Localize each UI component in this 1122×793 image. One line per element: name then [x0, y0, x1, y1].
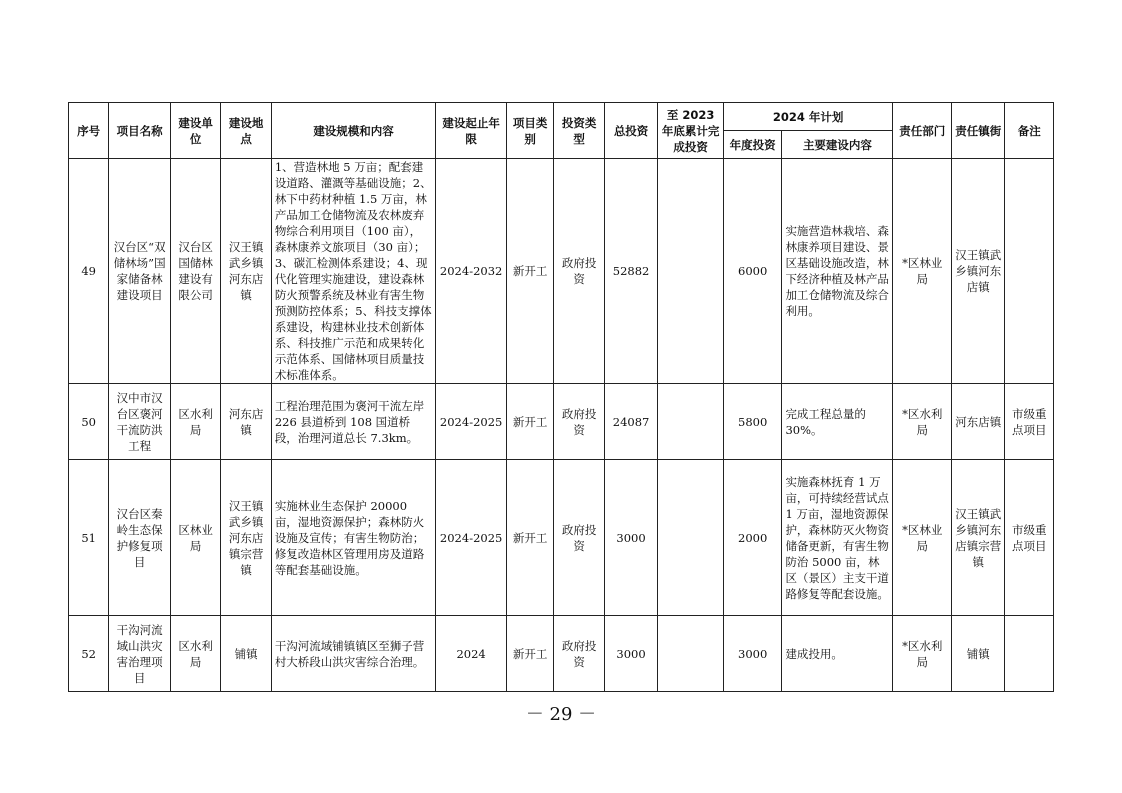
cell-period: 2024-2032: [436, 159, 507, 384]
cell-dept: *区林业局: [893, 159, 952, 384]
header-name: 项目名称: [109, 103, 171, 159]
header-seq: 序号: [69, 103, 109, 159]
header-remark: 备注: [1005, 103, 1054, 159]
table-row: [69, 384, 1054, 460]
header-unit: 建设单位: [170, 103, 220, 159]
cell-unit: 区水利局: [170, 616, 220, 692]
cell-scale: 干沟河流域铺镇镇区至狮子营村大桥段山洪灾害综合治理。: [271, 616, 436, 692]
cell-total: 52882: [604, 159, 657, 384]
cell-main-content: 实施营造林栽培、森林康养项目建设、景区基础设施改造，林下经济种植及林产品加工仓储物流及综合利用。: [782, 159, 893, 384]
cell-main-content: 完成工程总量的30%。: [782, 384, 893, 460]
cell-location: 铺镇: [221, 616, 271, 692]
cell-annual: 2000: [723, 460, 782, 616]
cell-remark: 市级重点项目: [1005, 460, 1054, 616]
cell-location: 河东店镇: [221, 384, 271, 460]
table-row: [69, 460, 1054, 616]
project-table: [68, 102, 1054, 692]
header-category: 项目类别: [506, 103, 553, 159]
cell-total: 24087: [604, 384, 657, 460]
cell-dept: *区水利局: [893, 616, 952, 692]
cell-annual: 3000: [723, 616, 782, 692]
header-location: 建设地点: [221, 103, 271, 159]
table-row: [69, 159, 1054, 384]
cell-cumulative: [658, 460, 724, 616]
cell-unit: 汉台区国储林建设有限公司: [170, 159, 220, 384]
cell-invest-type: 政府投资: [554, 460, 604, 616]
cell-total: 3000: [604, 460, 657, 616]
cell-remark: 市级重点项目: [1005, 384, 1054, 460]
cell-invest-type: 政府投资: [554, 616, 604, 692]
cell-annual: 6000: [723, 159, 782, 384]
cell-scale: 工程治理范围为褒河干流左岸226 县道桥到 108 国道桥段，治理河道总长 7.3km。: [271, 384, 436, 460]
header-annual: 年度投资: [723, 131, 782, 159]
cell-total: 3000: [604, 616, 657, 692]
header-town: 责任镇街: [951, 103, 1004, 159]
header-cumulative: 至 2023 年底累计完成投资: [658, 103, 724, 159]
cell-seq: 51: [69, 460, 109, 616]
header-dept: 责任部门: [893, 103, 952, 159]
cell-period: 2024: [436, 616, 507, 692]
cell-seq: 49: [69, 159, 109, 384]
header-scale: 建设规模和内容: [271, 103, 436, 159]
cell-main-content: 建成投用。: [782, 616, 893, 692]
page-number: － 29 －: [525, 704, 597, 725]
cell-invest-type: 政府投资: [554, 159, 604, 384]
cell-scale: 1、营造林地 5 万亩；配套建设道路、灌溉等基础设施；2、林下中药材种植 1.5 万亩，林产品加工仓储物流及农林废弃物综合利用项目（100 亩），森林康养文旅项目（30 亩）；3、碳汇检测体系建设；4、现代化管理实施建设，建设森林防火预警系统及林业有害生物预测防控体系；5、科技支撑体系建设，构建林业技术创新体系、科技推广示范和成果转化示范体系、国储林项目质量技术标准体系。: [271, 159, 436, 384]
cell-name: 汉台区“双储林场”国家储备林建设项目: [109, 159, 171, 384]
cell-unit: 区林业局: [170, 460, 220, 616]
cell-remark: [1005, 616, 1054, 692]
cell-unit: 区水利局: [170, 384, 220, 460]
cell-annual: 5800: [723, 384, 782, 460]
cell-cumulative: [658, 616, 724, 692]
header-main-content: 主要建设内容: [782, 131, 893, 159]
cell-town: 铺镇: [951, 616, 1004, 692]
cell-category: 新开工: [506, 384, 553, 460]
cell-period: 2024-2025: [436, 384, 507, 460]
cell-town: 汉王镇武乡镇河东店镇: [951, 159, 1004, 384]
cell-category: 新开工: [506, 460, 553, 616]
header-invest-type: 投资类型: [554, 103, 604, 159]
cell-main-content: 实施森林抚育 1 万亩，可持续经营试点1 万亩，湿地资源保护，森林防灭火物资储备更新，有害生物防治 5000 亩，林区（景区）主支干道路修复等配套设施。: [782, 460, 893, 616]
cell-scale: 实施林业生态保护 20000 亩，湿地资源保护；森林防火设施及宣传；有害生物防治；修复改造林区管理用房及道路等配套基础设施。: [271, 460, 436, 616]
cell-dept: *区水利局: [893, 384, 952, 460]
cell-category: 新开工: [506, 159, 553, 384]
header-period: 建设起止年限: [436, 103, 507, 159]
cell-cumulative: [658, 384, 724, 460]
cell-dept: *区林业局: [893, 460, 952, 616]
cell-category: 新开工: [506, 616, 553, 692]
cell-period: 2024-2025: [436, 460, 507, 616]
cell-seq: 50: [69, 384, 109, 460]
cell-remark: [1005, 159, 1054, 384]
cell-name: 干沟河流域山洪灾害治理项目: [109, 616, 171, 692]
table-row: [69, 616, 1054, 692]
cell-cumulative: [658, 159, 724, 384]
cell-location: 汉王镇武乡镇河东店镇: [221, 159, 271, 384]
cell-invest-type: 政府投资: [554, 384, 604, 460]
header-total: 总投资: [604, 103, 657, 159]
cell-town: 汉王镇武乡镇河东店镇宗营镇: [951, 460, 1004, 616]
cell-town: 河东店镇: [951, 384, 1004, 460]
cell-name: 汉中市汉台区褒河干流防洪工程: [109, 384, 171, 460]
cell-seq: 52: [69, 616, 109, 692]
cell-name: 汉台区秦岭生态保护修复项目: [109, 460, 171, 616]
header-row-1: [69, 103, 1054, 131]
cell-location: 汉王镇武乡镇河东店镇宗营镇: [221, 460, 271, 616]
header-plan-2024: 2024 年计划: [723, 103, 893, 131]
